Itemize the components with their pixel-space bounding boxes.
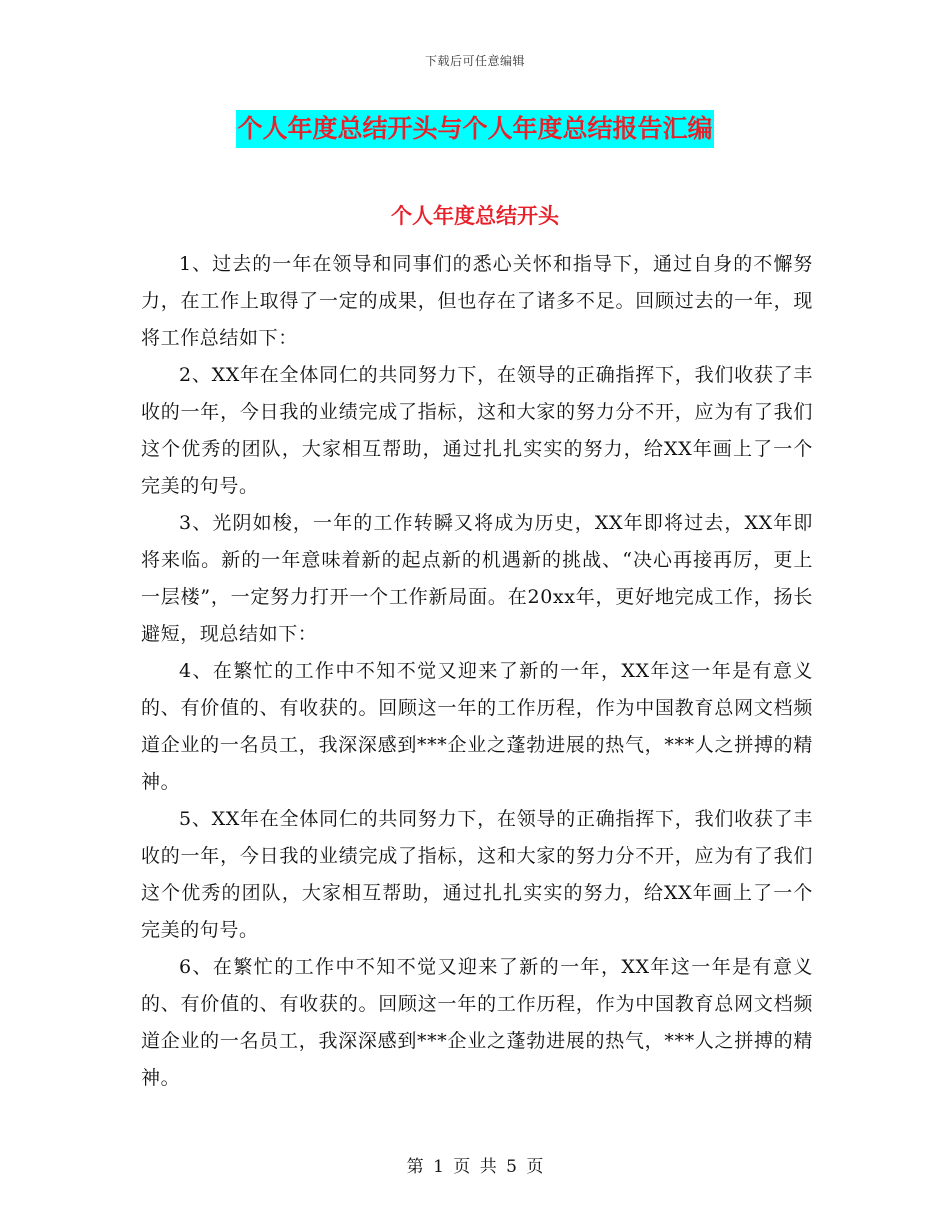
paragraph-6: 6、在繁忙的工作中不知不觉又迎来了新的一年，XX年这一年是有意义的、有价值的、有收获的。回顾这一年的工作历程，作为中国教育总网文档频道企业的一名员工，我深深感到***企业之蓬勃进展的热气，***人之拼搏的精神。 bbox=[141, 956, 813, 1089]
document-title: 个人年度总结开头与个人年度总结报告汇编 bbox=[236, 110, 713, 148]
paragraph-1: 1、过去的一年在领导和同事们的悉心关怀和指导下，通过自身的不懈努力，在工作上取得了一定的成果，但也存在了诸多不足。回顾过去的一年，现将工作总结如下： bbox=[141, 253, 813, 349]
paragraph-2: 2、XX年在全体同仁的共同努力下，在领导的正确指挥下，我们收获了丰收的一年，今日我的业绩完成了指标，这和大家的努力分不开，应为有了我们这个优秀的团队，大家相互帮助，通过扎扎实实的努力，给XX年画上了一个完美的句号。 bbox=[141, 364, 813, 497]
header-note: 下载后可任意编辑 bbox=[424, 54, 525, 68]
document-body bbox=[141, 246, 813, 1097]
section-title: 个人年度总结开头 bbox=[391, 204, 559, 228]
page-footer: 第 1 页 共 5 页 bbox=[406, 1157, 544, 1177]
paragraph-3: 3、光阴如梭，一年的工作转瞬又将成为历史，XX年即将过去，XX年即将来临。新的一年意味着新的起点新的机遇新的挑战、“决心再接再厉，更上一层楼”，一定努力打开一个工作新局面。在20xx年，更好地完成工作，扬长避短，现总结如下： bbox=[141, 512, 813, 645]
document-title-wrap bbox=[0, 110, 950, 148]
paragraph-4: 4、在繁忙的工作中不知不觉又迎来了新的一年，XX年这一年是有意义的、有价值的、有收获的。回顾这一年的工作历程，作为中国教育总网文档频道企业的一名员工，我深深感到***企业之蓬勃进展的热气，***人之拼搏的精神。 bbox=[141, 660, 813, 793]
paragraph-5: 5、XX年在全体同仁的共同努力下，在领导的正确指挥下，我们收获了丰收的一年，今日我的业绩完成了指标，这和大家的努力分不开，应为有了我们这个优秀的团队，大家相互帮助，通过扎扎实实的努力，给XX年画上了一个完美的句号。 bbox=[141, 808, 813, 941]
